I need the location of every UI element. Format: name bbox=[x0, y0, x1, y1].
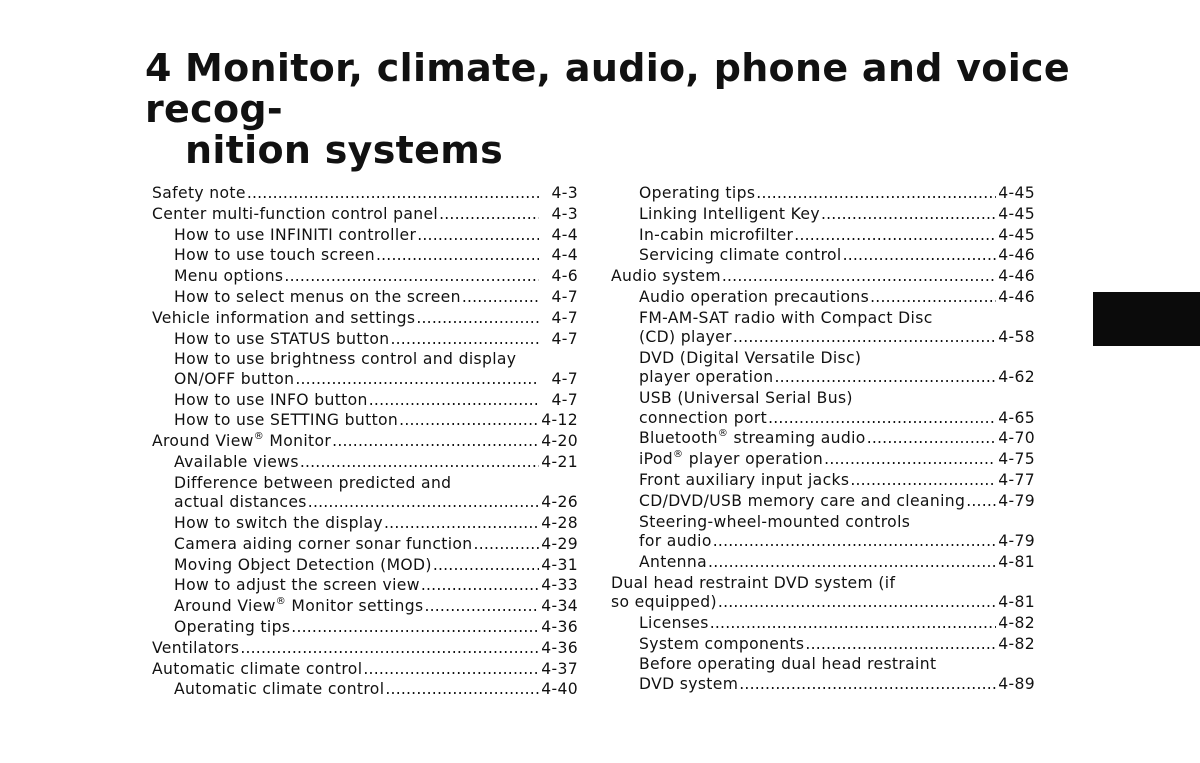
toc-entry-page: 4-7 bbox=[551, 287, 578, 306]
dot-leader bbox=[733, 328, 996, 347]
dot-leader bbox=[713, 532, 996, 551]
toc-entry[interactable] bbox=[152, 267, 578, 288]
toc-entry-title-text: How to use INFINITI controller bbox=[174, 225, 417, 244]
toc-entry-title bbox=[639, 246, 842, 265]
toc-entry-title bbox=[639, 328, 732, 347]
toc-entry-row bbox=[152, 184, 578, 205]
toc-entry-title bbox=[639, 368, 773, 387]
toc-entry-title bbox=[174, 556, 432, 575]
dot-leader bbox=[399, 411, 539, 430]
toc-entry-title-text: Licenses bbox=[639, 613, 709, 632]
toc-entry[interactable] bbox=[611, 429, 1035, 450]
toc-entry-row bbox=[152, 432, 578, 453]
toc-entry[interactable] bbox=[611, 246, 1035, 267]
toc-entry-title-line1: FM-AM-SAT radio with Compact Disc bbox=[639, 308, 933, 327]
toc-entry-title-text: so equipped) bbox=[611, 592, 717, 611]
toc-entry-row bbox=[174, 680, 578, 701]
toc-entry-page: 4-62 bbox=[998, 368, 1035, 387]
toc-entry-title bbox=[639, 492, 965, 511]
toc-entry-title-text: Camera aiding corner sonar function bbox=[174, 534, 473, 553]
toc-entry-page: 4-75 bbox=[998, 450, 1035, 469]
toc-entry-title bbox=[639, 288, 869, 307]
registered-mark: ® bbox=[253, 430, 265, 442]
chapter-title bbox=[145, 48, 1145, 171]
toc-entry[interactable] bbox=[152, 205, 578, 226]
toc-entry-title bbox=[611, 267, 721, 286]
toc-entry-title-line1: Steering-wheel-mounted controls bbox=[639, 512, 911, 531]
dot-leader bbox=[390, 330, 539, 349]
toc-entry-page: 4-79 bbox=[998, 531, 1035, 550]
toc-entry[interactable] bbox=[152, 184, 578, 205]
toc-entry-page: 4-36 bbox=[541, 638, 578, 657]
toc-entry-title-text: actual distances bbox=[174, 493, 307, 512]
toc-entry-row bbox=[152, 639, 578, 660]
toc-entry-page: 4-33 bbox=[541, 576, 578, 595]
dot-leader bbox=[722, 267, 996, 286]
toc-entry-title-line1: Dual head restraint DVD system (if bbox=[611, 573, 896, 592]
toc-entry-page: 4-81 bbox=[998, 592, 1035, 611]
toc-entry-title bbox=[152, 309, 415, 328]
toc-entry-title bbox=[152, 432, 331, 451]
toc-entry[interactable] bbox=[152, 680, 578, 701]
dot-leader bbox=[710, 614, 996, 633]
toc-entry-page: 4-77 bbox=[998, 470, 1035, 489]
toc-entry[interactable] bbox=[152, 576, 578, 597]
toc-entry-page: 4-70 bbox=[998, 429, 1035, 448]
toc-entry-title-text: connection port bbox=[639, 408, 768, 427]
toc-entry-page: 4-89 bbox=[998, 674, 1035, 693]
toc-entry-page: 4-7 bbox=[551, 308, 578, 327]
toc-entry-page: 4-4 bbox=[551, 246, 578, 265]
toc-entry-title bbox=[152, 184, 246, 203]
toc-entry-page: 4-82 bbox=[998, 634, 1035, 653]
toc-entry-title bbox=[174, 391, 368, 410]
toc-entry-title bbox=[639, 553, 707, 572]
toc-entry-row bbox=[174, 267, 578, 288]
toc-entry[interactable] bbox=[152, 474, 578, 514]
dot-leader bbox=[376, 246, 539, 265]
toc-entry-row bbox=[174, 246, 578, 267]
toc-entry-row bbox=[639, 368, 1035, 389]
toc-entry-title bbox=[639, 450, 823, 469]
toc-entry-title bbox=[639, 532, 712, 551]
toc-entry-title bbox=[174, 288, 461, 307]
toc-entry-title bbox=[174, 597, 423, 616]
toc-entry-page: 4-31 bbox=[541, 555, 578, 574]
registered-mark: ® bbox=[673, 448, 684, 460]
toc-entry-title bbox=[639, 205, 820, 224]
toc-entry-title bbox=[174, 267, 283, 286]
toc-entry-title-text: Antenna bbox=[639, 552, 708, 571]
toc-entry-row bbox=[174, 556, 578, 577]
toc-entry-title-text: Audio system bbox=[611, 267, 721, 286]
toc-entry-row bbox=[639, 553, 1035, 574]
toc-entry-title-text: Operating tips bbox=[174, 617, 291, 636]
toc-left-column bbox=[152, 184, 578, 701]
toc-entry-title-text: Vehicle information and settings bbox=[152, 308, 416, 327]
toc-entry-row bbox=[639, 471, 1035, 492]
dot-leader bbox=[421, 576, 539, 595]
toc-entry[interactable] bbox=[611, 389, 1035, 429]
chapter-number: 4 bbox=[145, 46, 172, 90]
toc-entry-row bbox=[639, 226, 1035, 247]
dot-leader bbox=[850, 471, 996, 490]
dot-leader bbox=[385, 680, 539, 699]
toc-entry-row bbox=[639, 409, 1035, 430]
toc-entry-row bbox=[639, 635, 1035, 656]
toc-entry-title-text: How to use STATUS button bbox=[174, 329, 390, 348]
toc-entry-row bbox=[174, 514, 578, 535]
toc-entry[interactable] bbox=[152, 309, 578, 330]
dot-leader bbox=[794, 226, 996, 245]
toc-entry-title-text: How to use SETTING button bbox=[174, 411, 399, 430]
toc-entry[interactable] bbox=[152, 391, 578, 412]
toc-entry-title bbox=[152, 205, 438, 224]
toc-entry-page: 4-45 bbox=[998, 204, 1035, 223]
toc-entry-title-text: Around View bbox=[174, 597, 276, 616]
toc-entry[interactable] bbox=[611, 574, 1035, 614]
toc-entry-page: 4-36 bbox=[541, 617, 578, 636]
toc-entry-row bbox=[611, 267, 1035, 288]
toc-entry-page: 4-45 bbox=[998, 184, 1035, 202]
toc-entry-page: 4-40 bbox=[541, 680, 578, 699]
toc-entry-row bbox=[639, 205, 1035, 226]
toc-entry-title-rest: player operation bbox=[683, 450, 824, 469]
toc-entry-title bbox=[174, 370, 294, 389]
toc-entry-row bbox=[174, 370, 578, 391]
toc-entry-row bbox=[174, 618, 578, 639]
toc-entry-page: 4-29 bbox=[541, 534, 578, 553]
toc-entry-title bbox=[174, 618, 290, 637]
dot-leader bbox=[424, 597, 539, 616]
toc-entry-title bbox=[639, 675, 738, 694]
toc-entry-page: 4-7 bbox=[551, 369, 578, 388]
chapter-title-line1: Monitor, climate, audio, phone and voice recog- bbox=[145, 46, 1070, 131]
toc-entry-title bbox=[639, 471, 849, 490]
toc-entry-page: 4-46 bbox=[998, 287, 1035, 306]
toc-entry-title bbox=[174, 514, 383, 533]
toc-entry-title bbox=[639, 409, 767, 428]
toc-entry-title-text: How to use touch screen bbox=[174, 246, 375, 265]
dot-leader bbox=[718, 593, 996, 612]
toc-entry-page: 4-4 bbox=[551, 225, 578, 244]
toc-entry[interactable] bbox=[611, 655, 1035, 695]
toc-entry[interactable] bbox=[152, 246, 578, 267]
registered-mark: ® bbox=[275, 595, 287, 607]
dot-leader bbox=[291, 618, 539, 637]
toc-entry-title bbox=[611, 593, 717, 612]
toc-entry-title-text: Bluetooth bbox=[639, 429, 718, 448]
toc-entry-title-text: How to use INFO button bbox=[174, 390, 368, 409]
toc-entry-title bbox=[174, 535, 473, 554]
toc-entry-page: 4-58 bbox=[998, 328, 1035, 347]
toc-entry[interactable] bbox=[152, 556, 578, 577]
toc-entry-title bbox=[174, 411, 398, 430]
toc-entry-row bbox=[174, 493, 578, 514]
chapter-side-tab bbox=[1093, 292, 1200, 346]
toc-entry-row bbox=[152, 309, 578, 330]
toc-entry-row bbox=[639, 614, 1035, 635]
dot-leader bbox=[247, 184, 539, 203]
toc-entry-page: 4-82 bbox=[998, 613, 1035, 632]
dot-leader bbox=[774, 368, 996, 387]
toc-entry-page: 4-20 bbox=[541, 432, 578, 451]
toc-entry-page: 4-7 bbox=[551, 390, 578, 409]
toc-entry-row bbox=[639, 675, 1035, 696]
toc-entry-row bbox=[639, 288, 1035, 309]
toc-entry-title-line1: Difference between predicted and bbox=[174, 473, 452, 492]
dot-leader bbox=[284, 267, 539, 286]
dot-leader bbox=[384, 514, 539, 533]
toc-entry-title bbox=[174, 680, 384, 699]
toc-entry-title bbox=[639, 429, 866, 448]
toc-entry-title bbox=[152, 639, 239, 658]
toc-entry[interactable] bbox=[611, 309, 1035, 349]
toc-entry-title bbox=[639, 635, 804, 654]
dot-leader bbox=[870, 288, 996, 307]
chapter-title-line2: nition systems bbox=[185, 128, 504, 172]
toc-entry-title-rest: Monitor bbox=[264, 432, 332, 451]
toc-entry-page: 4-26 bbox=[541, 493, 578, 512]
toc-entry-row bbox=[611, 593, 1035, 614]
toc-entry-title-line1: Before operating dual head restraint bbox=[639, 655, 937, 674]
toc-entry-title-text: How to adjust the screen view bbox=[174, 576, 420, 595]
toc-entry-page: 4-46 bbox=[998, 267, 1035, 286]
toc-entry-page: 4-46 bbox=[998, 246, 1035, 265]
dot-leader bbox=[966, 492, 996, 511]
toc-entry-page: 4-34 bbox=[541, 597, 578, 616]
toc-entry[interactable] bbox=[611, 184, 1035, 205]
dot-leader bbox=[708, 553, 996, 572]
toc-entry[interactable] bbox=[152, 453, 578, 474]
toc-entry-row bbox=[174, 535, 578, 556]
toc-entry-title-text: for audio bbox=[639, 531, 712, 550]
toc-entry-title bbox=[174, 576, 420, 595]
toc-entry-title-text: Audio operation precautions bbox=[639, 287, 870, 306]
toc-entry-title-text: player operation bbox=[639, 368, 774, 387]
dot-leader bbox=[433, 556, 539, 575]
toc-entry-page: 4-6 bbox=[551, 267, 578, 286]
toc-entry[interactable] bbox=[152, 411, 578, 432]
toc-entry[interactable] bbox=[152, 226, 578, 247]
toc-entry-row bbox=[174, 391, 578, 412]
toc-entry[interactable] bbox=[611, 450, 1035, 471]
toc-entry[interactable] bbox=[152, 597, 578, 618]
toc-entry-row bbox=[639, 450, 1035, 471]
toc-entry-page: 4-7 bbox=[551, 329, 578, 348]
toc-entry-title bbox=[174, 330, 389, 349]
toc-entry-row bbox=[152, 660, 578, 681]
toc-entry-title-text: Moving Object Detection (MOD) bbox=[174, 555, 432, 574]
toc-entry-title-text: (CD) player bbox=[639, 328, 732, 347]
toc-entry[interactable] bbox=[152, 288, 578, 309]
toc-entry-title-text: Menu options bbox=[174, 267, 284, 286]
toc-entry-title-text: How to switch the display bbox=[174, 513, 383, 532]
dot-leader bbox=[474, 535, 539, 554]
dot-leader bbox=[768, 409, 996, 428]
toc-entry-page: 4-28 bbox=[541, 513, 578, 532]
toc-entry[interactable] bbox=[611, 288, 1035, 309]
toc-entry-page: 4-3 bbox=[551, 184, 578, 202]
toc-entry-row bbox=[639, 429, 1035, 450]
toc-entry[interactable] bbox=[611, 471, 1035, 492]
dot-leader bbox=[363, 660, 539, 679]
dot-leader bbox=[739, 675, 996, 694]
toc-entry-title-text: Safety note bbox=[152, 184, 246, 202]
toc-entry-title bbox=[174, 246, 375, 265]
toc-entry-title-text: Automatic climate control bbox=[174, 680, 385, 699]
toc-entry-title-text: CD/DVD/USB memory care and cleaning bbox=[639, 491, 966, 510]
toc-entry-title-text: Operating tips bbox=[639, 184, 756, 202]
toc-right-column bbox=[611, 184, 1035, 695]
toc-entry-title-text: iPod bbox=[639, 450, 674, 469]
toc-entry-page: 4-37 bbox=[541, 659, 578, 678]
toc-entry-title-text: System components bbox=[639, 634, 805, 653]
toc-entry-page: 4-45 bbox=[998, 225, 1035, 244]
dot-leader bbox=[805, 635, 996, 654]
dot-leader bbox=[417, 226, 539, 245]
dot-leader bbox=[867, 429, 996, 448]
toc-entry-title-rest: streaming audio bbox=[728, 429, 866, 448]
toc-entry-title-text: ON/OFF button bbox=[174, 369, 295, 388]
toc-entry[interactable] bbox=[152, 432, 578, 453]
toc-entry-row bbox=[174, 597, 578, 618]
toc-entry-title bbox=[639, 184, 755, 203]
toc-entry-row bbox=[639, 492, 1035, 513]
toc-entry-title-text: Center multi-function control panel bbox=[152, 204, 439, 223]
toc-entry-title bbox=[174, 226, 416, 245]
toc-entry-row bbox=[174, 226, 578, 247]
toc-entry[interactable] bbox=[611, 226, 1035, 247]
toc-entry-title bbox=[639, 226, 793, 245]
dot-leader bbox=[308, 493, 539, 512]
toc-entry[interactable] bbox=[611, 553, 1035, 574]
toc-entry[interactable] bbox=[611, 267, 1035, 288]
toc-entry-title-line1: DVD (Digital Versatile Disc) bbox=[639, 348, 862, 367]
dot-leader bbox=[756, 184, 996, 203]
toc-entry-row bbox=[174, 453, 578, 474]
dot-leader bbox=[824, 450, 996, 469]
toc-entry[interactable] bbox=[611, 513, 1035, 553]
toc-entry-page: 4-12 bbox=[541, 411, 578, 430]
toc-entry-title-text: Ventilators bbox=[152, 638, 240, 657]
dot-leader bbox=[821, 205, 996, 224]
toc-entry-title-text: Automatic climate control bbox=[152, 659, 363, 678]
toc-entry-row bbox=[174, 576, 578, 597]
toc-entry[interactable] bbox=[611, 614, 1035, 635]
toc-entry-title-text: DVD system bbox=[639, 674, 739, 693]
toc-entry[interactable] bbox=[611, 205, 1035, 226]
dot-leader bbox=[332, 432, 539, 451]
toc-entry-page: 4-3 bbox=[551, 204, 578, 223]
toc-entry-row bbox=[639, 184, 1035, 205]
dot-leader bbox=[416, 309, 539, 328]
toc-entry-row bbox=[639, 532, 1035, 553]
toc-entry-title-line1: How to use brightness control and display bbox=[174, 350, 517, 369]
toc-entry[interactable] bbox=[152, 660, 578, 681]
toc-entry-row bbox=[174, 288, 578, 309]
toc-entry-page: 4-21 bbox=[541, 452, 578, 471]
toc-entry[interactable] bbox=[152, 618, 578, 639]
toc-entry[interactable] bbox=[152, 330, 578, 351]
toc-entry-row bbox=[639, 246, 1035, 267]
toc-entry-title-text: Around View bbox=[152, 432, 254, 451]
toc-entry[interactable] bbox=[152, 535, 578, 556]
dot-leader bbox=[462, 288, 539, 307]
toc-entry-title-text: Servicing climate control bbox=[639, 246, 842, 265]
toc-entry-page: 4-81 bbox=[998, 552, 1035, 571]
toc-entry[interactable] bbox=[152, 514, 578, 535]
dot-leader bbox=[439, 205, 539, 224]
toc-entry-title-text: Available views bbox=[174, 452, 299, 471]
toc-entry-title bbox=[152, 660, 362, 679]
dot-leader bbox=[369, 391, 539, 410]
toc-entry-title-text: Front auxiliary input jacks bbox=[639, 470, 850, 489]
toc-entry-title-text: In-cabin microfilter bbox=[639, 225, 794, 244]
toc-entry-title-text: Linking Intelligent Key bbox=[639, 204, 820, 223]
toc-entry-title-text: How to select menus on the screen bbox=[174, 287, 461, 306]
toc-entry[interactable] bbox=[611, 492, 1035, 513]
dot-leader bbox=[240, 639, 539, 658]
toc-entry-title-rest: Monitor settings bbox=[286, 597, 424, 616]
toc-entry-title-line1: USB (Universal Serial Bus) bbox=[639, 389, 853, 408]
dot-leader bbox=[295, 370, 539, 389]
toc-entry[interactable] bbox=[152, 639, 578, 660]
toc-entry-title bbox=[174, 493, 307, 512]
dot-leader bbox=[843, 246, 996, 265]
dot-leader bbox=[300, 453, 539, 472]
toc-entry-page: 4-65 bbox=[998, 408, 1035, 427]
registered-mark: ® bbox=[717, 428, 729, 440]
toc-entry-title bbox=[639, 614, 709, 633]
toc-entry[interactable] bbox=[611, 349, 1035, 389]
toc-entry[interactable] bbox=[611, 635, 1035, 656]
toc-entry[interactable] bbox=[152, 350, 578, 390]
toc-entry-row bbox=[152, 205, 578, 226]
toc-entry-title bbox=[174, 453, 299, 472]
toc-entry-row bbox=[174, 330, 578, 351]
toc-entry-row bbox=[639, 328, 1035, 349]
toc-entry-row bbox=[174, 411, 578, 432]
toc-entry-page: 4-79 bbox=[998, 491, 1035, 510]
